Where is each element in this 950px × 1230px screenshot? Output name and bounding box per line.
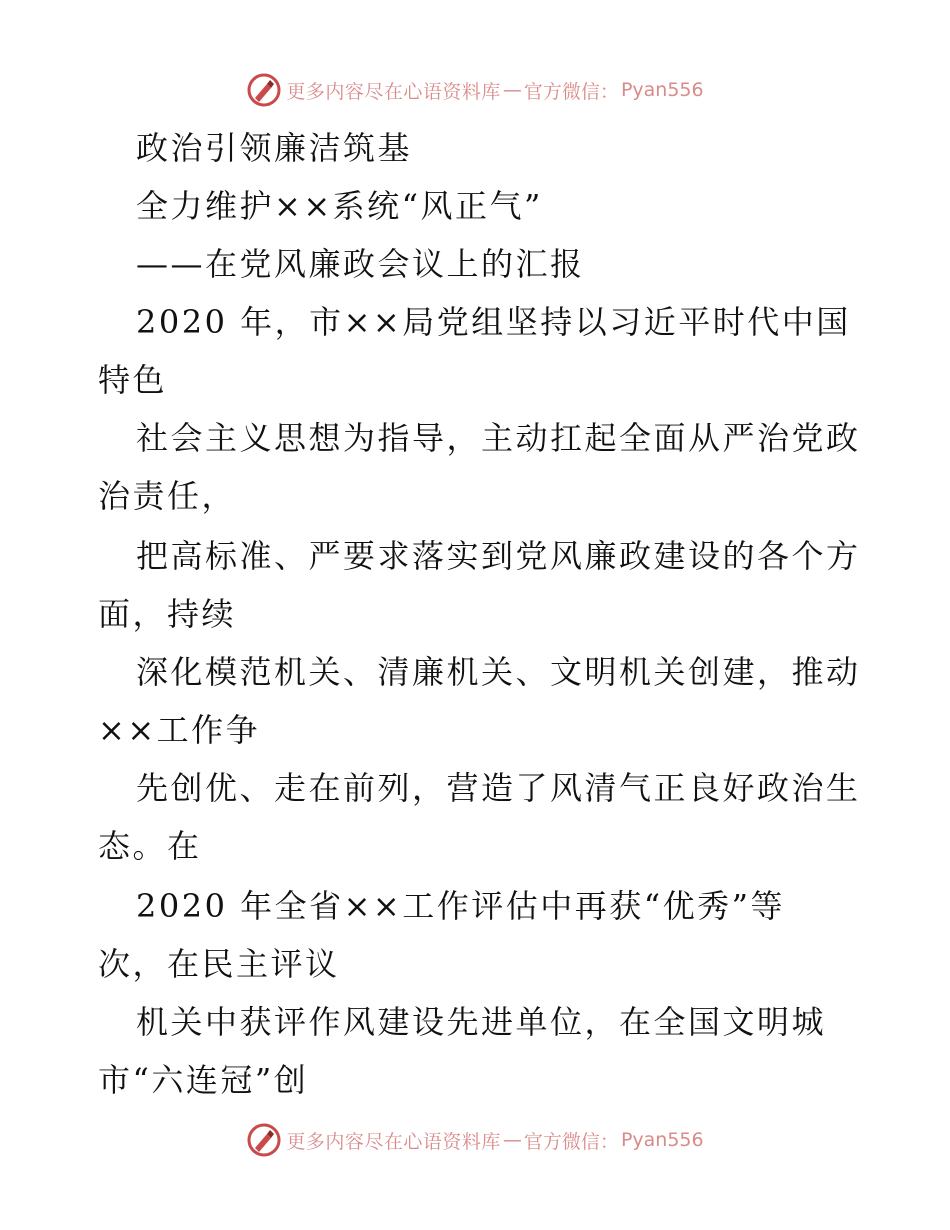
doc-line: 面，持续 xyxy=(98,595,237,633)
doc-line: 态。在 xyxy=(98,827,202,865)
watermark-label: 官方微信： xyxy=(523,80,619,103)
doc-subtitle: 全力维护××系统“风正气” xyxy=(136,187,543,225)
doc-line: 特色 xyxy=(98,361,168,399)
doc-line: 深化模范机关、清廉机关、文明机关创建，推动 xyxy=(136,653,861,691)
watermark-label: 官方微信： xyxy=(523,1130,619,1153)
watermark-separator: — xyxy=(502,79,522,101)
doc-title: 政治引领廉洁筑基 xyxy=(136,129,413,167)
watermark-text: 更多内容尽在心语资料库 xyxy=(286,1130,501,1153)
doc-line: 机关中获评作风建设先进单位，在全国文明城 xyxy=(136,1003,827,1041)
doc-line: 次，在民主评议 xyxy=(98,945,340,983)
doc-line: 社会主义思想为指导，主动扛起全面从严治党政 xyxy=(136,419,861,457)
doc-line: 市“六连冠”创 xyxy=(98,1061,309,1099)
doc-line: 2020 年，市××局党组坚持以习近平时代中国 xyxy=(136,303,851,341)
watermark-separator: — xyxy=(502,1129,522,1151)
watermark-account: Pyan556 xyxy=(620,79,704,101)
doc-line: ××工作争 xyxy=(98,711,261,749)
doc-line: 2020 年全省××工作评估中再获“优秀”等 xyxy=(136,887,785,925)
watermark-text: 更多内容尽在心语资料库 xyxy=(286,80,501,103)
pen-logo-icon xyxy=(246,1122,282,1158)
doc-line: 先创优、走在前列，营造了风清气正良好政治生 xyxy=(136,769,861,807)
watermark-footer xyxy=(0,1120,950,1160)
doc-subheading: ——在党风廉政会议上的汇报 xyxy=(136,245,585,283)
watermark-account: Pyan556 xyxy=(620,1129,704,1151)
doc-line: 治责任， xyxy=(98,477,237,515)
doc-line: 把高标准、严要求落实到党风廉政建设的各个方 xyxy=(136,537,861,575)
